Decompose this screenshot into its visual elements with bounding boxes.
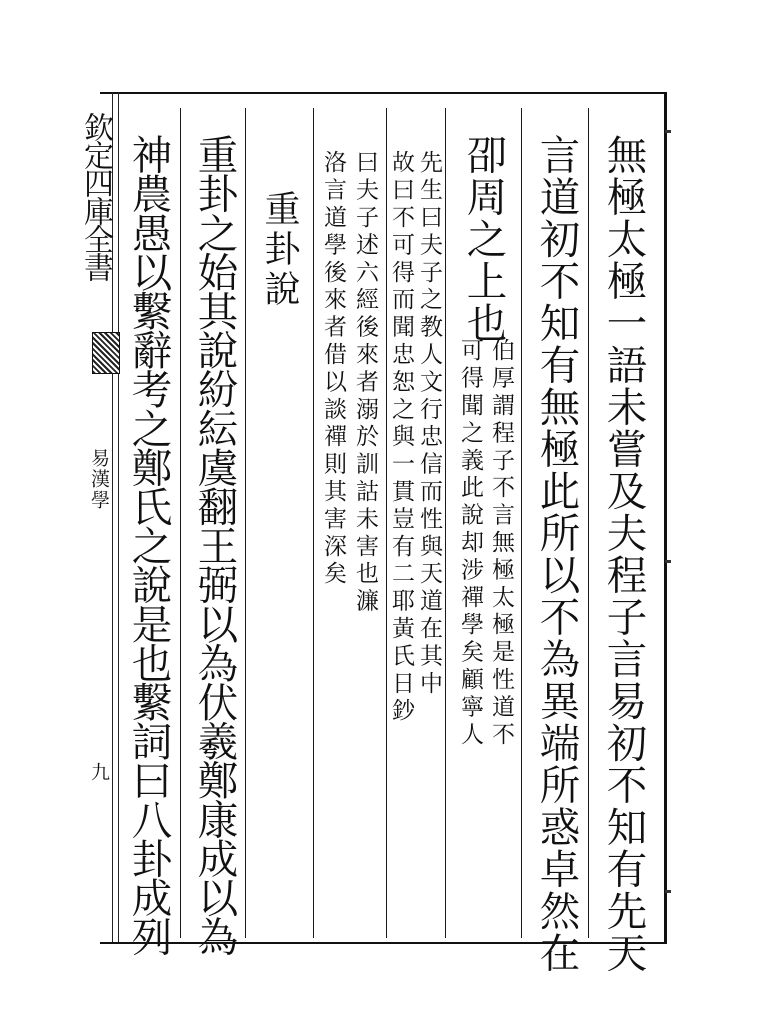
fishtail-mark [92, 332, 120, 374]
text-column-5: 神農愚以繫辭考之鄭氏之說是也繫詞曰八卦成列 [124, 134, 173, 956]
column-rule [386, 108, 387, 938]
note-column-5: 曰夫子述六經後來者溺於訓詁未害也濂 [352, 150, 378, 616]
margin-rule [118, 92, 119, 942]
page-frame [100, 92, 667, 944]
note-column-1: 伯厚謂程子不言無極太極是性道不 [488, 338, 514, 749]
column-rule [245, 108, 246, 938]
column-rule [445, 108, 446, 938]
text-column-4: 重卦之始其說紛紜虞翻王弼以為伏羲鄭康成以為 [190, 134, 239, 956]
margin-book-title: 欽定四庫全書 [78, 112, 113, 280]
note-column-6: 洛言道學後來者借以談禪則其害深矣 [320, 150, 346, 589]
note-column-2: 可得聞之義此說却涉禪學矣顧寧人 [457, 338, 483, 749]
text-column-3: 卲周之上也 [459, 134, 508, 344]
text-column-1: 無極太極一語未嘗及夫程子言易初不知有先天 [599, 134, 648, 974]
section-heading: 重卦說 [259, 190, 300, 310]
column-rule [313, 108, 314, 938]
column-rule [180, 108, 181, 938]
note-column-4: 故曰不可得而聞忠恕之與一貫豈有二耶黃氏日鈔 [388, 150, 414, 726]
edge-mark [665, 130, 671, 133]
column-rule [521, 108, 522, 938]
edge-mark [665, 560, 671, 563]
note-column-3: 先生曰夫子之教人文行忠信而性與天道在其中 [416, 150, 442, 698]
text-column-2: 言道初不知有無極此所以不為異端所惑卓然在 [532, 134, 581, 974]
margin-page-number: 九 [88, 762, 110, 783]
column-rule [588, 108, 589, 938]
edge-mark [665, 890, 671, 893]
margin-section-title: 易漢學 [88, 448, 110, 511]
